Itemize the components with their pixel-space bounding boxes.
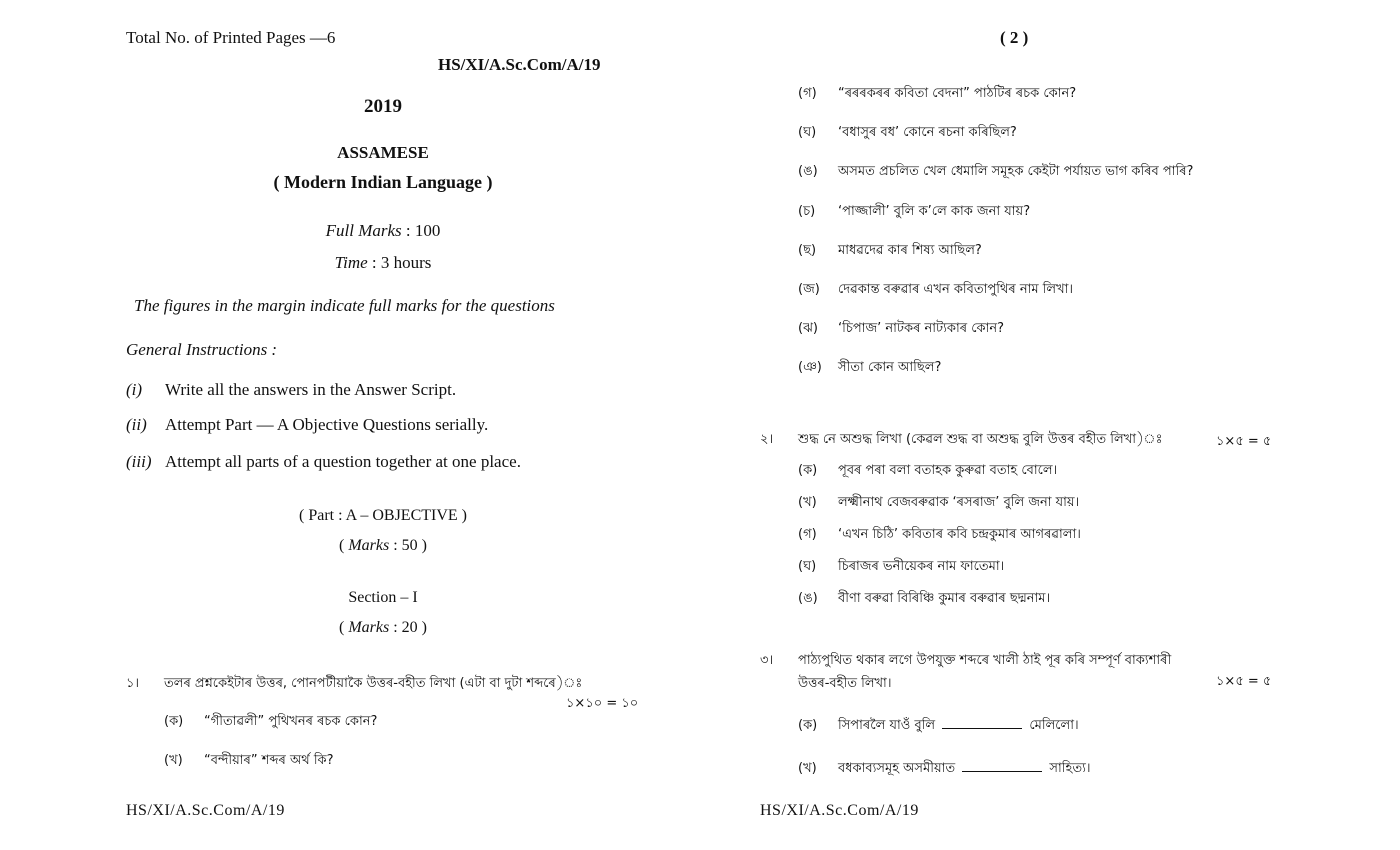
question-text: তলৰ প্ৰশ্নকেইটাৰ উত্তৰ, পোনপটীয়াকৈ উত্তৰ-বহীত লিখা (এটা বা দুটা শব্দৰে)ঃ — [164, 676, 583, 691]
fill-blank-item — [838, 716, 1079, 737]
question-marks: ১×১০ = ১০ — [566, 696, 639, 711]
item-number: (জ) — [798, 282, 820, 297]
general-instructions-heading: General Instructions : — [126, 340, 278, 359]
printed-pages-count: Total No. of Printed Pages —6 — [126, 28, 336, 47]
item-number: (ঙ) — [798, 591, 818, 606]
item-number: (গ) — [798, 527, 817, 542]
item-text: চিৰাজৰ ভনীয়েকৰ নাম ফাতেমা। — [838, 559, 1005, 574]
full-marks — [230, 221, 536, 241]
item-text: বীণা বৰুৱা বিৰিঞ্চি কুমাৰ বৰুৱাৰ ছদ্মনাম। — [838, 591, 1051, 606]
instruction-text: Attempt all parts of a question together at one place. — [165, 452, 521, 471]
question-text-line-1: পাঠ্যপুথিত থকাৰ লগে উপযুক্ত শব্দৰে খালী ঠাই পূৰ কৰি সম্পূৰ্ণ বাক্যশাৰী — [798, 653, 1172, 668]
item-text-after: সাহিত্য। — [1049, 761, 1091, 776]
item-number: (খ) — [798, 495, 817, 510]
item-number: (ছ) — [798, 243, 817, 258]
full-marks-value: : 100 — [405, 221, 441, 240]
item-number: (ক) — [164, 714, 184, 729]
item-text: ‘বধাসুৰ বধ’ কোনে ৰচনা কৰিছিল? — [838, 125, 1017, 140]
item-text: “গীতাৱলী” পুথিখনৰ ৰচক কোন? — [204, 714, 378, 729]
item-number: (ঙ) — [798, 164, 818, 179]
question-marks: ১×৫ = ৫ — [1216, 434, 1272, 449]
item-text: মাধৱদেৱ কাৰ শিষ্য আছিল? — [838, 243, 982, 258]
item-number: (চ) — [798, 204, 816, 219]
exam-year: 2019 — [364, 96, 402, 117]
time-label: Time — [334, 253, 368, 272]
part-marks — [230, 537, 536, 555]
left-footer-code: HS/XI/A.Sc.Com/A/19 — [126, 802, 285, 819]
section-marks — [230, 619, 536, 637]
item-number: (ঞ) — [798, 360, 822, 375]
item-text: অসমত প্ৰচলিত খেল ধেমালি সমূহক কেইটা পৰ্যায়ত ভাগ কৰিব পাৰি? — [838, 164, 1194, 179]
time-allowed — [230, 253, 536, 273]
answer-blank — [962, 770, 1042, 772]
answer-blank — [942, 727, 1022, 729]
instruction-number: (ii) — [126, 415, 147, 434]
item-text: দেৱকান্ত বৰুৱাৰ এখন কবিতাপুথিৰ নাম লিখা। — [838, 282, 1074, 297]
section-marks-label: Marks — [348, 619, 390, 636]
instruction-text: Attempt Part — A Objective Questions serially. — [165, 415, 489, 434]
item-number: (ঘ) — [798, 125, 817, 140]
part-marks-label: Marks — [348, 537, 390, 554]
full-marks-label: Full Marks — [325, 221, 402, 240]
item-number: (ঘ) — [798, 559, 817, 574]
margin-note: The figures in the margin indicate full marks for the questions — [134, 296, 555, 315]
question-number: ৩। — [760, 653, 774, 668]
question-text: শুদ্ধ নে অশুদ্ধ লিখা (কেৱল শুদ্ধ বা অশুদ্ধ বুলি উত্তৰ বহীত লিখা)ঃ — [798, 432, 1163, 447]
part-marks-open: ( — [339, 537, 349, 554]
time-value: : 3 hours — [371, 253, 432, 272]
language-subtitle: ( Modern Indian Language ) — [273, 172, 493, 192]
item-number: (খ) — [798, 761, 817, 776]
section-marks-open: ( — [339, 619, 349, 636]
item-number: (ক) — [798, 463, 818, 478]
question-marks: ১×৫ = ৫ — [1216, 674, 1272, 689]
part-title: ( Part : A – OBJECTIVE ) — [299, 507, 467, 524]
item-number: (গ) — [798, 86, 817, 101]
instruction-text: Write all the answers in the Answer Script. — [165, 380, 457, 399]
item-text-before: সিপাৰলৈ যাওঁ বুলি — [838, 718, 936, 733]
item-text-before: বধকাব্যসমূহ অসমীয়াত — [838, 761, 956, 776]
item-number: (ক) — [798, 718, 818, 733]
question-number: ২। — [760, 432, 774, 447]
paper-code: HS/XI/A.Sc.Com/A/19 — [438, 55, 601, 74]
instruction-number: (iii) — [126, 452, 152, 471]
fill-blank-item — [838, 759, 1091, 780]
right-footer-code: HS/XI/A.Sc.Com/A/19 — [760, 802, 919, 819]
item-number: (খ) — [164, 753, 183, 768]
item-text: ‘এখন চিঠি’ কবিতাৰ কবি চন্দ্ৰকুমাৰ আগৰৱালা। — [838, 527, 1081, 542]
item-text: লক্ষ্মীনাথ বেজবৰুৱাক ‘ৰসৰাজ’ বুলি জনা যায়। — [838, 495, 1080, 510]
subject-title: ASSAMESE — [337, 143, 429, 162]
item-text-after: মেলিলো। — [1029, 718, 1079, 733]
question-number: ১। — [126, 676, 140, 691]
page-number: ( 2 ) — [1000, 28, 1029, 47]
item-text: ‘চিপাজ’ নাটকৰ নাট্যকাৰ কোন? — [838, 321, 1005, 336]
item-text: সীতা কোন আছিল? — [838, 360, 942, 375]
item-text: ‘পাজ্জালী’ বুলি ক’লে কাক জনা যায়? — [838, 204, 1031, 219]
question-text-line-2: উত্তৰ-বহীত লিখা। — [798, 676, 892, 691]
section-title: Section – I — [348, 589, 418, 606]
item-number: (ঝ) — [798, 321, 818, 336]
instruction-number: (i) — [126, 380, 143, 399]
section-marks-value: : 20 ) — [389, 619, 427, 636]
item-text: “ৰৰৰকৰৰ কবিতা বেদনা” পাঠটিৰ ৰচক কোন? — [838, 86, 1077, 101]
item-text: পূবৰ পৰা বলা বতাহক কুৰুৱা বতাহ বোলে। — [838, 463, 1058, 478]
item-text: “বন্দীয়াৰ” শব্দৰ অৰ্থ কি? — [204, 753, 334, 768]
part-marks-value: : 50 ) — [389, 537, 427, 554]
